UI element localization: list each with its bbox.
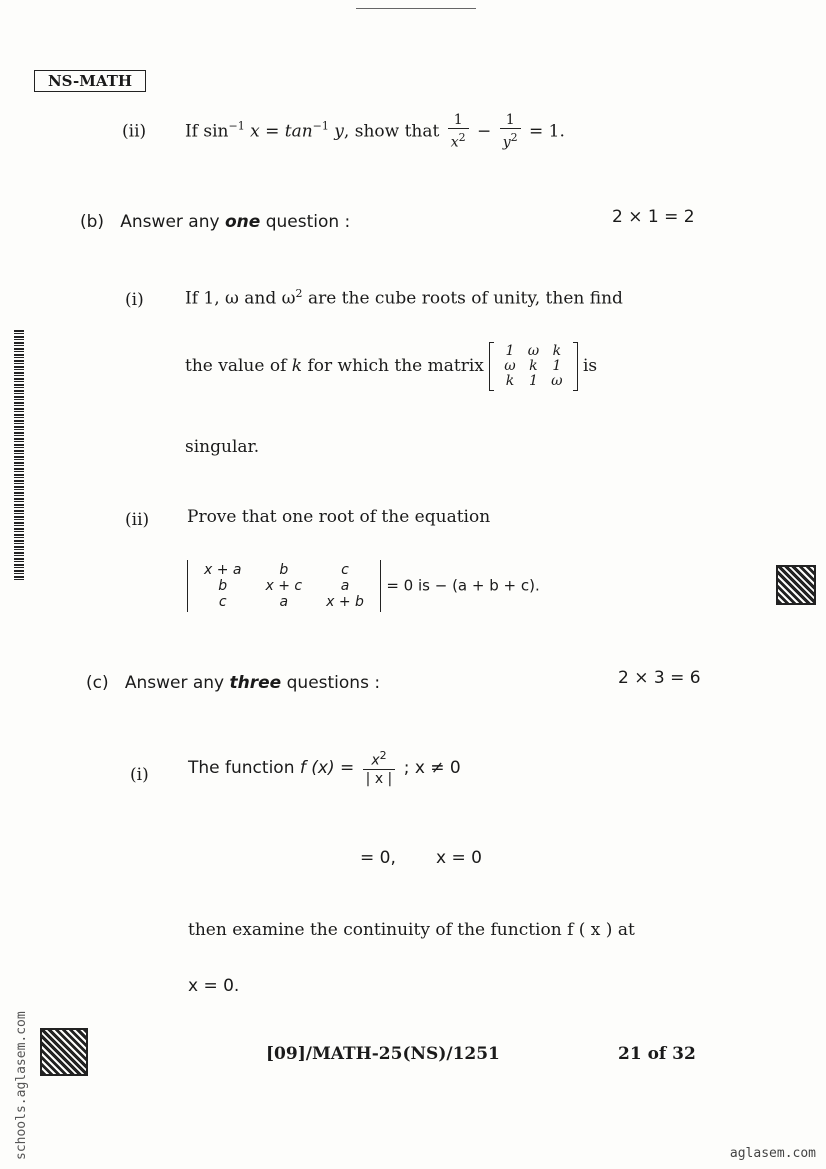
fraction-x2-over-abs-x: $\frac{x^2}{| x |}$ [363, 748, 396, 788]
matrix-cell-2-0: k [505, 373, 515, 389]
question-b-ii-line1: Prove that one root of the equation [187, 507, 491, 527]
fraction-1-over-y2: $\frac{1}{y^2}$ [500, 112, 521, 152]
question-c-i-line1: The function f (x) = $\frac{x^2}{| x |}$ ; x ≠ 0 [188, 749, 461, 787]
corner-watermark: aglasem.com [729, 1146, 816, 1161]
section-b-marks: 2 × 1 = 2 [612, 207, 695, 227]
side-watermark: schools.aglasem.com [14, 1011, 29, 1160]
section-c-heading: (c) Answer any three questions : [86, 673, 381, 693]
question-b-i-line3: singular. [185, 437, 260, 457]
question-b-ii-equation: x + a b c b x + c a c a x + b = 0 is − (a + b + c). [187, 560, 540, 612]
det-cell-2-2: x + b [326, 594, 364, 610]
matrix-cell-0-1: ω [527, 343, 540, 359]
question-b-i-line2: the value of k for which the matrix 1 ω k ω k 1 k 1 ω is [185, 343, 598, 389]
barcode-strip [14, 330, 24, 580]
subject-tag: NS-MATH [34, 70, 146, 92]
question-b-i-number: (i) [125, 290, 144, 310]
qr-code-bottom-left [40, 1028, 88, 1076]
question-c-i-number: (i) [130, 765, 149, 785]
matrix-cell-1-2: 1 [552, 358, 562, 374]
det-cell-1-1: x + c [265, 578, 303, 594]
question-b-ii-number: (ii) [125, 510, 150, 530]
omega-matrix [489, 342, 577, 391]
matrix-cell-0-0: 1 [505, 343, 515, 359]
section-c-marks: 2 × 3 = 6 [618, 668, 701, 688]
det-cell-0-2: c [341, 562, 349, 578]
matrix-cell-1-1: k [529, 358, 538, 374]
page-number: 21 of 32 [618, 1044, 696, 1064]
question-c-i-line3: then examine the continuity of the function f ( x ) at [188, 920, 635, 940]
determinant [187, 560, 381, 612]
matrix-cell-0-2: k [552, 343, 562, 359]
qr-code-right [776, 565, 816, 605]
fraction-1-over-x2: $\frac{1}{x^2}$ [448, 112, 469, 152]
paper-code: [09]/MATH-25(NS)/1251 [266, 1044, 500, 1064]
matrix-cell-2-2: ω [551, 373, 563, 389]
question-c-i-line2a: = 0, [360, 848, 396, 868]
question-a-ii: (ii) If $\sin^{-1} x = \tan^{-1} y$, show that $\frac{1}{x^2}$ − $\frac{1}{y^2}$ = 1. [122, 112, 565, 151]
det-cell-0-0: x + a [204, 562, 242, 578]
question-number: (ii) [122, 121, 147, 142]
section-b-heading: (b) Answer any one question : [80, 212, 351, 232]
matrix-cell-1-0: ω [504, 358, 516, 374]
det-cell-1-2: a [340, 578, 350, 594]
det-cell-2-1: a [279, 594, 289, 610]
question-b-i-line1: If 1, ω and $\omega^2$ are the cube roots of unity, then find [185, 287, 623, 309]
question-c-i-line2b: x = 0 [436, 848, 482, 868]
top-rule [356, 8, 476, 9]
matrix-cell-2-1: 1 [528, 373, 538, 389]
det-cell-2-0: c [218, 594, 227, 610]
det-cell-1-0: b [218, 578, 228, 594]
det-cell-0-1: b [279, 562, 289, 578]
question-c-i-line4: x = 0. [188, 976, 240, 996]
